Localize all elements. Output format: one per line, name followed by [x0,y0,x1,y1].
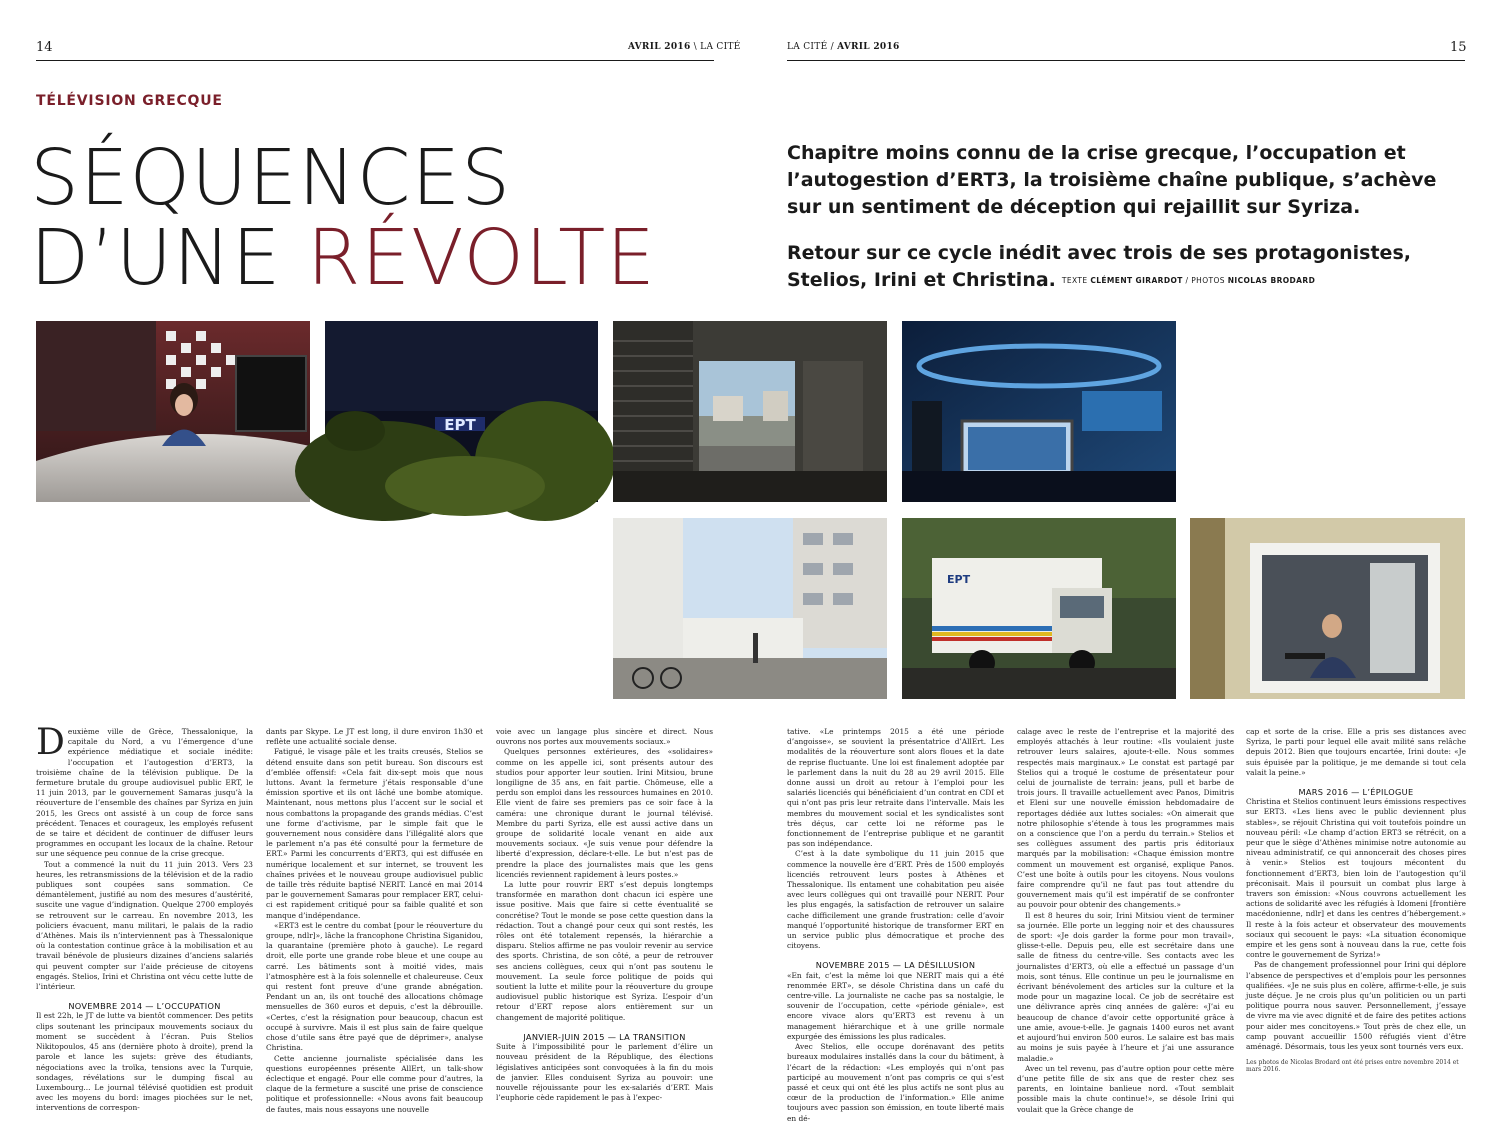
photo-ert-building-night [325,321,598,502]
photo-courtyard [613,518,887,699]
left-running-header [628,42,741,52]
body-paragraph: Avec un tel revenu, pas d’autre option pour cette mère d’une petite fille de six ans que de rester chez ses parents, en lointaine banlieue nord. «Tout semblait possible mais la chute continue!», se désole Irini qui voulait que la Grèce change de [1017,1063,1234,1114]
body-column-6 [1246,727,1466,1052]
body-paragraph: Deuxième ville de Grèce, Thessalonique, la capitale du Nord, a vu l’émergence d’une expérience médiatique et sociale inédite: l’occupation et l’autogestion d’ERT3, la troisième chaîne de la télévision publique. De la fermeture brutale du groupe audiovisuel public ERT, le 11 juin 2013, par le gouvernement Samaras jusqu’à la réouverture de l’ensemble des chaînes par Syriza en juin 2015, les Grecs ont assisté à un coup de force sans précédent. Tenaces et courageux, les employés refusent de se taire et décident de continuer de diffuser leurs programmes en occupant les locaux de la chaîne. Retour sur une séquence peu connue de la crise grecque. [36,722,253,859]
section-subheading: JANVIER-JUIN 2015 — LA TRANSITION [523,1031,686,1042]
body-paragraph: Cette ancienne journaliste spécialisée dans les questions européennes présente AllErt, un talk-show éclectique et engagé. Pour elle comme pour d’autres, la claque de la fermeture a suscité une prise de conscience politique et professionnelle: «Nous avons fait beaucoup de fautes, mais nous essayons une nouvelle [266,1053,483,1114]
body-column-5 [1017,727,1234,1115]
body-paragraph: calage avec le reste de l’entreprise et la majorité des employés attachés à leur routine: «Ils voulaient juste retrouver leurs salaires, ajoute-t-elle. Nous sommes respectés mais marginaux.» Le constat est partagé par Stelios qui a troqué le costume de présentateur pour celui de journaliste de terrain: jeans, pull et barbe de trois jours. Il travaille actuellement avec Panos, Dimitris et Eleni sur une nouvelle émission hebdomadaire de reportages dédiée aux luttes sociales: «On aimerait que notre philosophie s’étende à tous les programmes mais on a conscience que l’on a perdu du terrain.» Stelios et ses collègues assument des partis pris éditoriaux marqués par la mobilisation: «Chaque émission montre comment un mouvement est organisé, explique Panos. C’est une boîte à outils pour les citoyens. Nous voulons faire comprendre qu’il ne faut pas tout attendre du gouvernement mais qu’il est impératif de se confronter au pouvoir pour obtenir des changements.» [1017,727,1234,910]
body-paragraph: La lutte pour rouvrir ERT s’est depuis longtemps transformée en marathon dont chacun ici espère une issue positive. Mais que faire si cette éventualité se concrétise? Tout le monde se pose cette question dans la rédaction. Tout a changé pour ceux qui sont restés, les rôles ont été totalement repensés, la hiérarchie a disparu. Stelios affirme ne pas vouloir revenir au service des sports. Christina, de son côté, a peur de retrouver ses anciens collègues, ceux qui n’ont pas soutenu le mouvement. La seule force politique de poids qui soutient la lutte et milite pour la réouverture du groupe audiovisuel public historique est Syriza. L’espoir d’un retour d’ERT repose alors entièrement sur un changement de majorité politique. [496,880,713,1022]
headline-line-2 [30,214,656,303]
photo-stelios-office [1190,518,1465,699]
standfirst-paragraph-2 [787,240,1467,294]
drop-cap: D [36,722,65,763]
left-page-number: 14 [36,40,53,55]
body-paragraph: tative. «Le printemps 2015 a été une période d’angoisse», se souvient la présentatrice d’AllErt. Les modalités de la réouverture sont alors floues et la date de reprise fluctuante. Une loi est finalement adoptée par le parlement dans la nuit du 28 au 29 avril 2015. Elle donne aussi un droit au retour à l’emploi pour les salariés licenciés qui bénéficiaient d’un contrat en CDI et qui n’ont pas pris leur retraite dans l’intervalle. Mais les membres du mouvement social et les syndicalistes sont très déçus, car cette loi ne réforme pas le fonctionnement de l’entreprise publique et ne garantit pas son indépendance. [787,727,1004,849]
section-rubric: TÉLÉVISION GRECQUE [36,93,223,109]
photo-studio-presenter [36,321,310,502]
body-paragraph: C’est à la date symbolique du 11 juin 2015 que commence la nouvelle ère d’ERT. Près de 1500 employés licenciés retrouvent leurs postes à Athènes et Thessalonique. Ils entament une cohabitation peu aisée avec leurs collègues qui ont travaillé pour NERIT. Pour les plus engagés, la satisfaction de retrouver un salaire cache difficilement une grande frustration: celle d’avoir manqué l’opportunité historique de transformer ERT en un service public plus démocratique et proche des citoyens. [787,849,1004,951]
body-paragraph: Avec Stelios, elle occupe dorénavant des petits bureaux modulaires installés dans la cour du bâtiment, à l’écart de la rédaction: «Les employés qui n’ont pas participé au mouvement n’ont pas compris ce qui s’est passé et ceux qui ont été les plus actifs ne sont plus au cœur de la production de l’information.» Elle anime toujours avec passion son émission, en toute liberté mais en dé- [787,1042,1004,1123]
body-paragraph: Tout a commencé la nuit du 11 juin 2013. Vers 23 heures, les retransmissions de la télévision et de la radio publiques sont coupées sans sommation. Ce démantèlement, justifié au nom des mesures d’austérité, suscite une vague d’indignation. Quelque 2700 employés se retrouvent sur le carreau. En novembre 2013, les policiers évacuent, manu militari, le palais de la radio d’Athènes. Mais ils n’interviennent pas à Thessalonique où la contestation continue grâce à la mobilisation et au travail bénévole de plusieurs dizaines d’anciens salariés qui peuvent compter sur l’aide précieuse de citoyens engagés. Stelios, Irini et Christina ont vécu cette lutte de l’intérieur. [36,859,253,992]
truck-logo-text: EPT [947,573,971,586]
body-paragraph: Il est 8 heures du soir, Irini Mitsiou vient de terminer sa journée. Elle porte un legging noir et des chaussures de sport: «Je dois garder la forme pour mon travail», glisse-t-elle. Depuis peu, elle est secrétaire dans une salle de fitness du centre-ville. Ses contacts avec les journalistes d’ERT3, où elle a effectué un passage d’un mois, sont ténus. Elle continue un peu le journalisme en écrivant bénévolement des articles sur la culture et la mode pour un magazine local. Ce job de secrétaire est une délivrance après cinq années de galère: «J’ai eu beaucoup de chance d’avoir cette opportunité grâce à une amie, avoue-t-elle. Je gagnais 1400 euros net avant et aujourd’hui environ 500 euros. Le salaire est bas mais au moins je suis payée à l’heure et j’ai une assurance maladie.» [1017,910,1234,1063]
photo-news-studio [902,321,1176,502]
headline-accent-word: RÉVOLTE [306,214,656,303]
section-subheading: MARS 2016 — L’ÉPILOGUE [1298,787,1414,798]
body-column-4 [787,727,1004,1124]
body-paragraph: «En fait, c’est la même loi que NERIT mais qui a été renommée ERT», se désole Christina dans un café du centre-ville. La journaliste ne cache pas sa nostalgie, le souvenir de l’occupation, cette «période géniale», est encore vivace alors qu’ERT3 est revenu à un management hiérarchique et à une grille normale expurgée des émissions les plus radicales. [787,970,1004,1041]
right-page-number: 15 [1450,40,1467,55]
left-header-rule [36,60,714,61]
section-subheading: NOVEMBRE 2014 — L’OCCUPATION [68,1001,221,1012]
right-header-separator: / [827,42,838,52]
byline [1062,276,1315,285]
byline-label-text: TEXTE [1061,276,1091,285]
byline-label-photos: / PHOTOS [1182,276,1228,285]
body-paragraph: «ERT3 est le centre du combat [pour le réouverture du groupe, ndlr]», lâche la francophone Christina Siganidou, la quarantaine (première photo à gauche). Le regard droit, elle porte une grande robe bleue et une coupe au carré. Les bâtiments sont à moitié vides, mais l’atmosphère est à la fois solennelle et chaleureuse. Ceux qui restent font preuve d’une grande abnégation. Pendant un an, ils ont touché des allocations chômage mensuelles de 360 euros et depuis, c’est la débrouille. «Certes, c’est la résignation pour beaucoup, chacun est occupé à survivre. Mais il est plus sain de faire quelque chose d’utile sans être payé que de déprimer», analyse Christina. [266,920,483,1053]
byline-author: CLÉMENT GIRARDOT [1090,276,1183,285]
body-paragraph: Christina et Stelios continuent leurs émissions respectives sur ERT3. «Les liens avec le public deviennent plus stables», se réjouit Christina qui voit toutefois poindre un nouveau péril: «Le champ d’action ERT3 se rétrécit, on a peur que le siège d’Athènes minimise notre autonomie au niveau administratif, ce qui annoncerait des choses pires à venir.» Stelios est toujours mécontent du fonctionnement d’ERT3, bien loin de l’autogestion qu’il préconisait. Mais il poursuit un combat plus large à travers son émission: «Nous couvrons actuellement les actions de solidarité avec les réfugiés à Idomeni [frontière macédonienne, ndlr] et dans les centres d’hébergement.» Il reste à la fois acteur et observateur des mouvements sociaux qui secouent le pays: «La situation économique empire et les gens sont à nouveau dans la rue, cette fois contre le gouvernement de Syriza!» [1246,797,1466,960]
body-paragraph: Pas de changement professionnel pour Irini qui déplore l’absence de perspectives et d’emplois pour les personnes qualifiées. «Je ne suis plus en colère, affirme-t-elle, je suis juste déçue. Je ne crois plus qu’un politicien ou un parti politique pourra nous sauver. Personnellement, j’essaye de vivre ma vie avec dignité et de faire des petites actions pour aider mes concitoyens.» Tout près de chez elle, un camp pouvant accueillir 1500 réfugiés vient d’être aménagé. Désormais, tous les yeux sont tournés vers eux. [1246,960,1466,1052]
byline-photographer: NICOLAS BRODARD [1227,276,1316,285]
section-subheading: NOVEMBRE 2015 — LA DÉSILLUSION [815,960,976,971]
right-header-publication: LA CITÉ [787,42,828,52]
photo-broadcast-truck [902,518,1176,699]
body-column-2 [266,727,483,1115]
left-header-date: AVRIL 2016 [628,42,691,52]
body-paragraph: voie avec un langage plus sincère et direct. Nous ouvrons nos portes aux mouvements sociaux.» [496,727,713,747]
left-header-publication: LA CITÉ [700,42,741,52]
body-paragraph: dants par Skype. Le JT est long, il dure environ 1h30 et reflète une actualité sociale dense. [266,727,483,747]
photo-credit-footnote: Les photos de Nicolas Brodard ont été prises entre novembre 2014 et mars 2016. [1246,1059,1459,1073]
standfirst-paragraph-1: Chapitre moins connu de la crise grecque, l’occupation et l’autogestion d’ERT3, la troisième chaîne publique, s’achève sur un sentiment de déception qui rejaillit sur Syriza. [787,142,1437,218]
headline-part-1: D’UNE [30,214,307,303]
body-paragraph: Quelques personnes extérieures, des «solidaires» comme on les appelle ici, sont présents autour des studios pour apporter leur soutien. Irini Mitsiou, brune longiligne de 35 ans, en fait partie. Chômeuse, elle a perdu son emploi dans les ressources humaines en 2010. Elle vient de faire ses premiers pas ce soir face à la caméra: une chronique durant le journal télévisé. Membre du parti Syriza, elle est aussi active dans un groupe de solidarité locale venant en aide aux mouvements sociaux. «Je suis venue pour défendre la liberté d’expression, déclare-t-elle. Le but n’est pas de prendre la place des journalistes mais que les gens licenciés reviennent rapidement à leurs postes.» [496,747,713,879]
body-paragraph: Il est 22h, le JT de lutte va bientôt commencer. Des petits clips soutenant les principaux mouvements sociaux du moment se succèdent à l’écran. Puis Stelios Nikitopoulos, 45 ans (dernière photo à droite), prend la parole et lance les sujets: grève des étudiants, négociations avec la troïka, tensions avec la Turquie, sondages, révélations sur le dumping fiscal au Luxembourg... Le journal télévisé quotidien est produit avec les moyens du bord: images piochées sur le net, interventions de correspon- [36,1011,253,1113]
body-paragraph: Suite à l’impossibilité pour le parlement d’élire un nouveau président de la République, des élections législatives anticipées sont convoquées à la fin du mois de janvier. Elles conduisent Syriza au pouvoir: une nouvelle réjouissante pour les ex-salariés d’ERT. Mais l’euphorie cède rapidement le pas à l’expec- [496,1042,713,1103]
headline-line-1: SÉQUENCES [30,134,512,223]
right-header-rule [787,60,1465,61]
body-paragraph: Fatigué, le visage pâle et les traits creusés, Stelios se détend ensuite dans son petit bureau. Son discours est d’emblée offensif: «Cela fait dix-sept mois que nous luttons. Avant la fermeture j’étais responsable d’une émission sportive et ils ont lâché une bombe atomique. Maintenant, nous mettons plus l’accent sur le social et nous combattons la propagande des grands médias. C’est une forme d’activisme, par le simple fait que le gouvernement nous considère dans l’illégalité alors que le parlement n’a pas été consulté pour la fermeture de ERT.» Parmi les concurrents d’ERT3, qui est diffusée en numérique localement et sur internet, se trouvent les chaînes privées et le nouveau groupe audiovisuel public de taille très réduite baptisé NERIT. Lancé en mai 2014 par le gouvernement Samaras pour remplacer ERT, celui-ci est rapidement critiqué pour sa faible qualité et son manque d’indépendance. [266,747,483,920]
body-paragraph: cap et sorte de la crise. Elle a pris ses distances avec Syriza, le parti pour lequel elle avait milité sans relâche depuis 2012. Bien que toujours encartée, Irini doute: «Je suis épuisée par la politique, je me demande si tout cela valait la peine.» [1246,727,1466,777]
body-column-1 [36,722,253,1114]
ert-sign-text: EPT [444,416,476,434]
photo-window-view [613,321,887,502]
standfirst-text-2: Retour sur ce cycle inédit avec trois de ses protagonistes, Stelios, Irini et Christina. [787,242,1411,291]
body-column-3 [496,727,713,1103]
left-header-separator: \ [690,42,701,52]
right-running-header [787,42,900,52]
right-header-date: AVRIL 2016 [837,42,900,52]
